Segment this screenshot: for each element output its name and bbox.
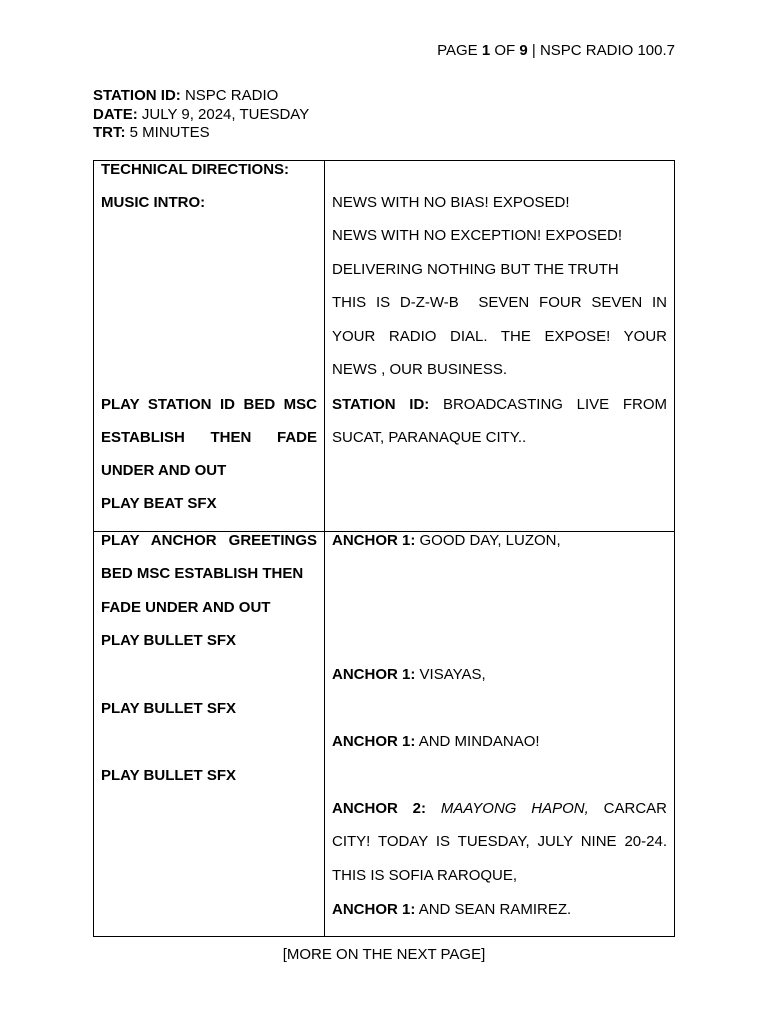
script-row-anchors	[94, 532, 675, 937]
anchor1-name-text: AND SEAN RAMIREZ.	[418, 901, 572, 918]
station-id-line	[332, 396, 667, 414]
anchor-script-cell	[325, 532, 675, 937]
anchor2-speaker: ANCHOR 2:	[332, 800, 427, 817]
bullet-sfx-cue-3: PLAY BULLET SFX	[101, 767, 237, 784]
anchor1-visayas-line	[332, 666, 667, 684]
beat-sfx-cue: PLAY BEAT SFX	[101, 495, 217, 512]
intro-line-2: NEWS WITH NO EXCEPTION! EXPOSED!	[332, 227, 623, 244]
trt-label: TRT:	[93, 124, 126, 141]
of-label: OF	[494, 42, 516, 59]
station-id-cue-line3: UNDER AND OUT	[101, 462, 227, 479]
intro-line-1: NEWS WITH NO BIAS! EXPOSED!	[332, 194, 570, 211]
anchor-greetings-cue-line1: PLAY ANCHOR GREETINGS	[101, 532, 317, 549]
anchor1-speaker: ANCHOR 1:	[332, 901, 416, 918]
anchor1-visayas-text: VISAYAS,	[419, 666, 486, 683]
continuation-note: [MORE ON THE NEXT PAGE]	[282, 946, 486, 963]
script-row-intro	[94, 161, 675, 532]
anchor1-luzon-text: GOOD DAY, LUZON,	[419, 532, 561, 549]
anchor-greetings-cue-line3: FADE UNDER AND OUT	[101, 599, 271, 616]
anchor2-greeting-line	[332, 800, 667, 818]
station-id-line-2: SUCAT, PARANAQUE CITY..	[332, 429, 527, 446]
bullet-sfx-cue-2: PLAY BULLET SFX	[101, 700, 237, 717]
anchor1-luzon-line	[332, 532, 667, 550]
intro-line-3: DELIVERING NOTHING BUT THE TRUTH	[332, 261, 619, 278]
music-intro-cue: MUSIC INTRO:	[101, 194, 206, 211]
station-id-cue-line2: ESTABLISH THEN FADE	[101, 429, 317, 446]
trt-value: 5 MINUTES	[129, 124, 210, 141]
station-id-speaker: STATION ID:	[332, 396, 430, 413]
intro-line-5: YOUR RADIO DIAL. THE EXPOSE! YOUR	[332, 328, 667, 345]
station-id-label: STATION ID:	[93, 87, 181, 104]
anchor1-name-line	[332, 901, 667, 919]
anchor1-speaker: ANCHOR 1:	[332, 666, 416, 683]
station-id-row	[93, 87, 309, 106]
anchor2-greeting-rest: CARCAR	[603, 800, 667, 817]
date-row	[93, 106, 309, 125]
script-table	[93, 160, 675, 937]
total-pages: 9	[519, 42, 528, 59]
technical-directions-heading: TECHNICAL DIRECTIONS:	[101, 161, 290, 178]
technical-directions-cell	[94, 161, 325, 532]
trt-row	[93, 124, 309, 143]
anchor-greetings-cue-line2: BED MSC ESTABLISH THEN	[101, 565, 304, 582]
intro-line-4: THIS IS D-Z-W-B SEVEN FOUR SEVEN IN	[332, 294, 667, 311]
anchor1-speaker: ANCHOR 1:	[332, 733, 416, 750]
anchor1-mindanao-text: AND MINDANAO!	[418, 733, 540, 750]
page-header	[437, 42, 675, 59]
station-id-cue-line1: PLAY STATION ID BED MSC	[101, 396, 317, 413]
station-id-text: BROADCASTING LIVE FROM	[442, 396, 667, 413]
script-meta	[93, 87, 309, 143]
anchor-directions-cell	[94, 532, 325, 937]
bullet-sfx-cue-1: PLAY BULLET SFX	[101, 632, 237, 649]
date-value: JULY 9, 2024, TUESDAY	[141, 105, 310, 123]
station-id-value: NSPC RADIO	[184, 87, 279, 104]
anchor2-date-line: CITY! TODAY IS TUESDAY, JULY NINE 20-24.	[332, 833, 667, 850]
anchor2-greeting-italic: MAAYONG HAPON,	[440, 800, 589, 817]
intro-line-6: NEWS , OUR BUSINESS.	[332, 361, 508, 378]
anchor1-mindanao-line	[332, 733, 667, 751]
script-copy-cell	[325, 161, 675, 532]
anchor1-speaker: ANCHOR 1:	[332, 532, 416, 549]
page-label: PAGE	[437, 42, 478, 59]
page-number: 1	[481, 42, 491, 59]
anchor2-name-line: THIS IS SOFIA RAROQUE,	[332, 867, 518, 884]
date-label: DATE:	[93, 105, 138, 123]
station-name: | NSPC RADIO 100.7	[531, 42, 675, 59]
